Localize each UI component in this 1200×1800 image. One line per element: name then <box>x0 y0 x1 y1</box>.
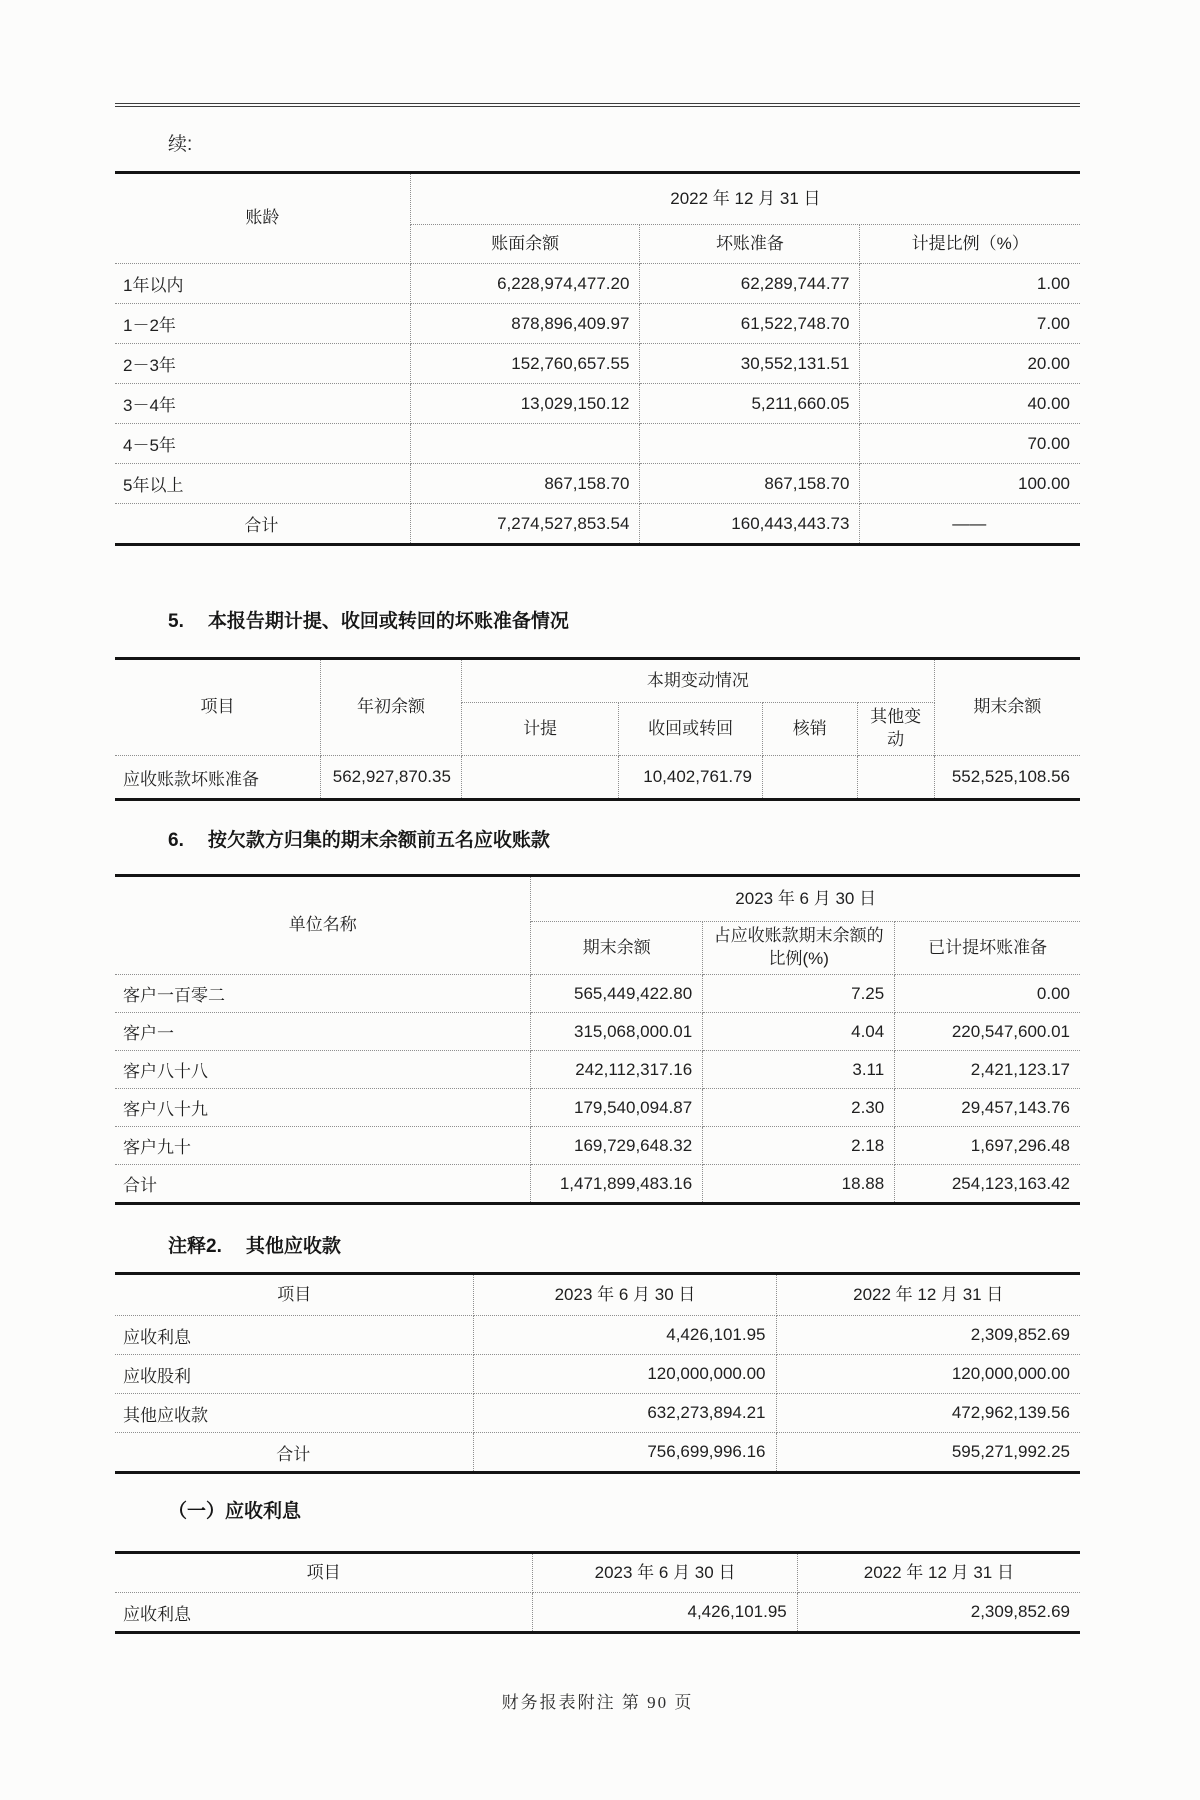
table-cell <box>640 424 860 464</box>
column-header-bad-debt-provision: 坏账准备 <box>640 225 860 264</box>
column-header-recovered-reversed: 收回或转回 <box>619 703 763 756</box>
table-row <box>115 384 1080 424</box>
table-cell: 3－4年 <box>115 384 410 424</box>
section-5-number: 5. <box>168 611 184 632</box>
column-header-closing-balance: 期末余额 <box>531 922 703 975</box>
table-header-row <box>115 1553 1080 1593</box>
column-header-movement-span: 本期变动情况 <box>461 659 934 703</box>
column-header-proportion: 占应收账款期末余额的比例(%) <box>703 922 895 975</box>
table-cell: 472,962,139.56 <box>776 1394 1080 1433</box>
section-5-title <box>115 606 1080 633</box>
table-row <box>115 264 1080 304</box>
column-header-opening-balance: 年初余额 <box>321 659 462 756</box>
column-header-item: 项目 <box>115 659 321 756</box>
note-2-title <box>115 1231 1080 1258</box>
table-row <box>115 424 1080 464</box>
column-header-provision-ratio: 计提比例（%） <box>860 225 1080 264</box>
table-row <box>115 1013 1080 1051</box>
table-row <box>115 1394 1080 1433</box>
table-cell <box>857 756 934 800</box>
table-row <box>115 464 1080 504</box>
page-top-rule <box>115 103 1080 107</box>
table-cell: 120,000,000.00 <box>474 1355 776 1394</box>
table-cell: 客户一 <box>115 1013 531 1051</box>
document-page <box>0 103 1200 1800</box>
table-cell: 254,123,163.42 <box>895 1165 1080 1204</box>
table-cell: 20.00 <box>860 344 1080 384</box>
note-2-number: 注释2. <box>168 1236 222 1257</box>
table-cell: 2,309,852.69 <box>797 1593 1080 1633</box>
table-cell: 562,927,870.35 <box>321 756 462 800</box>
table-cell: 756,699,996.16 <box>474 1433 776 1473</box>
table-cell: 4,426,101.95 <box>533 1593 797 1633</box>
table-row <box>115 756 1080 800</box>
table-cell: 合计 <box>115 1165 531 1204</box>
table-cell: 1,471,899,483.16 <box>531 1165 703 1204</box>
page-footer: 财务报表附注 第 90 页 <box>501 1693 694 1712</box>
column-header-2023-06-30: 2023 年 6 月 30 日 <box>533 1553 797 1593</box>
column-header-entity-name: 单位名称 <box>115 876 531 975</box>
table-cell: 客户八十九 <box>115 1089 531 1127</box>
table-cell: 120,000,000.00 <box>776 1355 1080 1394</box>
table-cell: 4.04 <box>703 1013 895 1051</box>
table-cell: 1,697,296.48 <box>895 1127 1080 1165</box>
table-cell: 2.30 <box>703 1089 895 1127</box>
table-cell: 315,068,000.01 <box>531 1013 703 1051</box>
column-header-provision-made: 已计提坏账准备 <box>895 922 1080 975</box>
table-cell: 7.00 <box>860 304 1080 344</box>
table-cell: 0.00 <box>895 975 1080 1013</box>
column-header-2023-06-30: 2023 年 6 月 30 日 <box>474 1274 776 1316</box>
table-cell: —— <box>860 504 1080 545</box>
column-header-item: 项目 <box>115 1274 474 1316</box>
column-header-closing-balance: 期末余额 <box>934 659 1080 756</box>
table-cell: 18.88 <box>703 1165 895 1204</box>
table-cell: 其他应收款 <box>115 1394 474 1433</box>
table-cell: 61,522,748.70 <box>640 304 860 344</box>
column-header-2022-12-31: 2022 年 12 月 31 日 <box>776 1274 1080 1316</box>
table-cell: 40.00 <box>860 384 1080 424</box>
column-header-book-balance: 账面余额 <box>410 225 640 264</box>
subsection-1-number: （一） <box>168 1501 226 1522</box>
table-row <box>115 1165 1080 1204</box>
column-header-accrual: 计提 <box>461 703 618 756</box>
table-cell: 应收股利 <box>115 1355 474 1394</box>
table-header-row <box>115 659 1080 703</box>
column-header-aging: 账龄 <box>115 173 410 264</box>
table-cell: 客户一百零二 <box>115 975 531 1013</box>
table-cell: 160,443,443.73 <box>640 504 860 545</box>
note-2-text: 其他应收款 <box>245 1236 341 1257</box>
table-cell: 合计 <box>115 1433 474 1473</box>
provision-movement-table <box>115 657 1080 801</box>
table-cell: 客户九十 <box>115 1127 531 1165</box>
table-cell: 565,449,422.80 <box>531 975 703 1013</box>
section-6-number: 6. <box>168 830 184 851</box>
table-row <box>115 975 1080 1013</box>
table-row <box>115 1433 1080 1473</box>
column-header-date-span: 2022 年 12 月 31 日 <box>410 173 1080 225</box>
interest-receivable-table <box>115 1551 1080 1634</box>
table-cell: 2,309,852.69 <box>776 1316 1080 1355</box>
top-five-receivables-table <box>115 874 1080 1205</box>
table-cell: 878,896,409.97 <box>410 304 640 344</box>
table-row <box>115 1089 1080 1127</box>
other-receivables-table <box>115 1272 1080 1474</box>
table-cell: 5,211,660.05 <box>640 384 860 424</box>
table-cell: 2－3年 <box>115 344 410 384</box>
column-header-written-off: 核销 <box>762 703 857 756</box>
table-row <box>115 1127 1080 1165</box>
table-cell: 152,760,657.55 <box>410 344 640 384</box>
section-5-text: 本报告期计提、收回或转回的坏账准备情况 <box>207 611 569 632</box>
table-cell: 552,525,108.56 <box>934 756 1080 800</box>
table-cell: 179,540,094.87 <box>531 1089 703 1127</box>
table-cell: 1年以内 <box>115 264 410 304</box>
table-cell: 2.18 <box>703 1127 895 1165</box>
table-row <box>115 1316 1080 1355</box>
table-cell: 1－2年 <box>115 304 410 344</box>
table-cell: 70.00 <box>860 424 1080 464</box>
table-cell: 13,029,150.12 <box>410 384 640 424</box>
table-cell: 1.00 <box>860 264 1080 304</box>
table-cell: 242,112,317.16 <box>531 1051 703 1089</box>
table-cell <box>410 424 640 464</box>
table-cell: 29,457,143.76 <box>895 1089 1080 1127</box>
table-cell: 合计 <box>115 504 410 545</box>
section-6-title <box>115 825 1080 852</box>
column-header-date-span: 2023 年 6 月 30 日 <box>531 876 1080 922</box>
table-cell: 30,552,131.51 <box>640 344 860 384</box>
table-cell: 4,426,101.95 <box>474 1316 776 1355</box>
table-cell: 867,158.70 <box>410 464 640 504</box>
table-row <box>115 504 1080 545</box>
table-header-row <box>115 876 1080 922</box>
aging-table <box>115 171 1080 546</box>
table-cell: 5年以上 <box>115 464 410 504</box>
column-header-item: 项目 <box>115 1553 533 1593</box>
subsection-1-text: 应收利息 <box>225 1501 302 1522</box>
table-cell: 220,547,600.01 <box>895 1013 1080 1051</box>
table-row <box>115 1355 1080 1394</box>
table-row <box>115 304 1080 344</box>
table-cell <box>461 756 618 800</box>
table-cell: 应收利息 <box>115 1593 533 1633</box>
table-cell: 62,289,744.77 <box>640 264 860 304</box>
subsection-1-title <box>115 1496 1080 1523</box>
table-cell: 100.00 <box>860 464 1080 504</box>
table-cell: 595,271,992.25 <box>776 1433 1080 1473</box>
table-cell: 632,273,894.21 <box>474 1394 776 1433</box>
section-6-text: 按欠款方归集的期末余额前五名应收账款 <box>207 830 550 851</box>
table-header-row <box>115 173 1080 225</box>
table-cell: 169,729,648.32 <box>531 1127 703 1165</box>
table-row <box>115 1051 1080 1089</box>
table-header-row <box>115 1274 1080 1316</box>
column-header-2022-12-31: 2022 年 12 月 31 日 <box>797 1553 1080 1593</box>
table-cell: 7,274,527,853.54 <box>410 504 640 545</box>
table-cell: 867,158.70 <box>640 464 860 504</box>
table-row <box>115 1593 1080 1633</box>
column-header-other-changes: 其他变动 <box>857 703 934 756</box>
table-cell: 应收利息 <box>115 1316 474 1355</box>
continuation-label: 续: <box>168 134 193 155</box>
table-row <box>115 344 1080 384</box>
table-cell: 应收账款坏账准备 <box>115 756 321 800</box>
table-cell: 10,402,761.79 <box>619 756 763 800</box>
table-cell: 客户八十八 <box>115 1051 531 1089</box>
table-cell: 7.25 <box>703 975 895 1013</box>
table-cell: 6,228,974,477.20 <box>410 264 640 304</box>
table-cell: 3.11 <box>703 1051 895 1089</box>
table-cell <box>762 756 857 800</box>
table-cell: 4－5年 <box>115 424 410 464</box>
table-cell: 2,421,123.17 <box>895 1051 1080 1089</box>
